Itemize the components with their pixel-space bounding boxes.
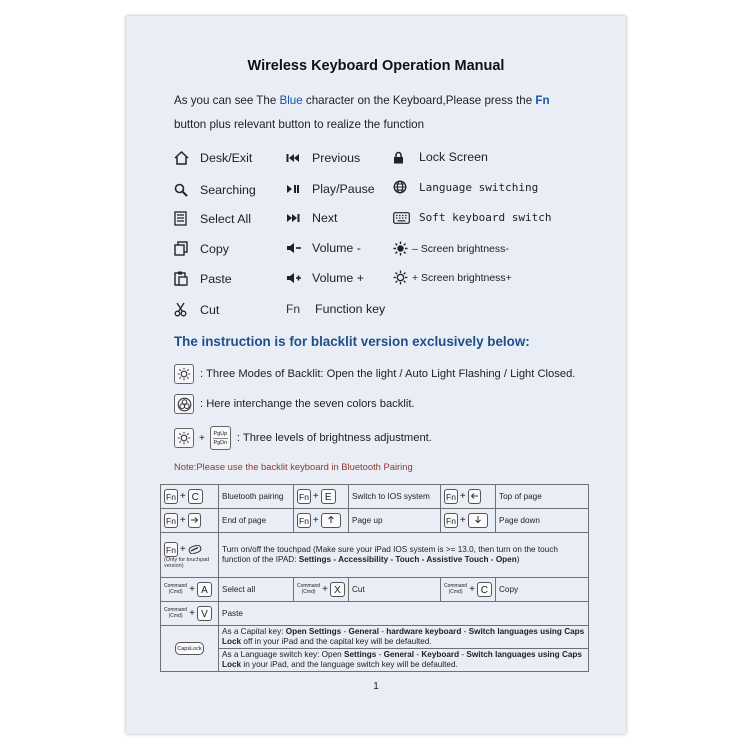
backlight-icon <box>174 364 194 384</box>
func-label: Previous <box>312 151 361 165</box>
func-label: – Screen brightness- <box>412 242 509 255</box>
page-number: 1 <box>373 681 379 692</box>
text: Command <box>164 583 188 589</box>
text: - <box>414 650 422 659</box>
text: Switch languages using Caps Lock <box>222 650 582 669</box>
brightness-low-icon <box>393 241 412 256</box>
key-combination-table <box>160 484 589 672</box>
desc-page-down: Page down <box>496 509 589 533</box>
text: As a Capital key: <box>222 627 286 636</box>
text: Assistive Touch <box>426 555 489 564</box>
text: Open Settings <box>285 627 342 636</box>
func-label: Play/Pause <box>312 182 375 196</box>
select-all-icon <box>174 211 200 226</box>
backlight-icon <box>174 428 194 448</box>
key-cell <box>161 602 219 626</box>
func-label: Desk/Exit <box>200 151 253 165</box>
command-key-label <box>164 584 187 595</box>
key-cell <box>294 578 349 602</box>
plus-sign: + <box>312 515 319 526</box>
desc-top-of-page: Top of page <box>496 485 589 509</box>
fn-key: Fn <box>164 513 178 528</box>
func-label: Volume + <box>312 271 365 285</box>
plus-sign: + <box>312 491 319 502</box>
previous-track-icon <box>286 153 312 163</box>
desc-page-up: Page up <box>349 509 441 533</box>
next-track-icon <box>286 213 312 223</box>
lock-icon <box>393 151 419 164</box>
func-language-switching <box>393 180 538 194</box>
desc-paste: Paste <box>219 602 589 626</box>
text: off in your iPad and the capital key will be defaulted. <box>241 637 432 646</box>
backlit-heading: The instruction is for blacklit version exclusively below: <box>174 334 530 349</box>
text: - <box>459 650 467 659</box>
table-row <box>161 602 589 626</box>
text: - <box>376 650 384 659</box>
x-key: X <box>330 582 345 597</box>
text: Accessibility <box>338 555 389 564</box>
func-label: Function key <box>315 302 386 316</box>
func-label: Next <box>312 211 338 225</box>
plus-sign: + <box>179 515 186 526</box>
intro-line-2: button plus relevant button to realize the function <box>174 118 425 131</box>
text: (Cmd) <box>301 588 316 595</box>
table-row <box>161 626 589 649</box>
paste-icon <box>174 271 200 286</box>
plus-sign: + <box>189 584 195 595</box>
table-row <box>161 649 589 672</box>
func-screen-brightness-down <box>393 241 509 256</box>
text: Turn on/off the touchpad (Make sure your iPad IOS system is >= 13.0, then turn on the touch function of the IPAD: <box>222 544 558 564</box>
desc-capslock-language <box>219 649 589 672</box>
desc-touchpad <box>219 533 589 578</box>
text: Touch <box>395 555 420 564</box>
fn-key: Fn <box>297 513 311 528</box>
text: - <box>488 555 496 564</box>
text: in your iPad, and the language switch key will be defaulted. <box>241 660 458 669</box>
pgup-label: PgUp <box>213 430 228 437</box>
command-key-label <box>297 584 320 595</box>
func-copy <box>174 241 229 256</box>
text: (Cmd) <box>168 588 183 595</box>
keyboard-icon <box>393 212 419 224</box>
copy-icon <box>174 241 200 256</box>
func-label: Select All <box>200 211 251 226</box>
v-key: V <box>197 606 212 621</box>
func-searching <box>174 183 256 197</box>
plus-sign: + <box>189 608 195 619</box>
backlit-modes-text: : Three Modes of Backlit: Open the light / Auto Light Flashing / Light Closed. <box>200 368 576 380</box>
color-cycle-icon <box>174 394 194 414</box>
fn-key: Fn <box>444 513 458 528</box>
text: hardware keyboard <box>386 627 462 636</box>
text: Open <box>495 555 517 564</box>
volume-up-icon <box>286 272 312 284</box>
key-cell <box>161 533 219 578</box>
func-cut <box>174 302 219 317</box>
intro-text-2: character on the Keyboard,Please press the <box>302 94 536 107</box>
func-function-key <box>286 302 385 316</box>
func-label: Volume - <box>312 241 361 255</box>
touchpad-icon <box>188 544 202 553</box>
text: - <box>388 555 396 564</box>
text: Keyboard <box>421 650 460 659</box>
pgup-pgdn-key-icon <box>210 426 231 450</box>
desc-select-all: Select all <box>219 578 294 602</box>
func-label: Lock Screen <box>419 150 488 164</box>
func-label: Searching <box>200 183 256 197</box>
text: - <box>331 555 339 564</box>
bluetooth-note: Note:Please use the backlit keyboard in Bluetooth Pairing <box>174 461 413 472</box>
desc-copy: Copy <box>496 578 589 602</box>
desc-bluetooth-pairing: Bluetooth pairing <box>219 485 294 509</box>
right-arrow-key <box>188 513 201 528</box>
plus-sign: + <box>469 584 475 595</box>
func-paste <box>174 271 232 286</box>
func-select-all <box>174 211 251 226</box>
plus-sign: + <box>459 491 466 502</box>
func-lock-screen <box>393 150 488 164</box>
play-pause-icon <box>286 184 312 194</box>
key-cell <box>161 485 219 509</box>
key-cell <box>161 626 219 672</box>
desc-switch-ios: Switch to IOS system <box>349 485 441 509</box>
intro-text: As you can see The <box>174 94 280 107</box>
backlit-colors-row <box>174 394 415 414</box>
key-cell <box>294 485 349 509</box>
table-row <box>161 578 589 602</box>
func-next <box>286 211 337 225</box>
brightness-high-icon <box>393 270 412 285</box>
plus-sign: + <box>322 584 328 595</box>
text: General <box>348 627 379 636</box>
intro-blue-word: Blue <box>279 94 303 107</box>
func-play-pause <box>286 182 375 196</box>
fn-key: Fn <box>164 542 178 557</box>
text: ) <box>516 555 520 564</box>
key-cell <box>294 509 349 533</box>
plus-sign: + <box>199 432 205 444</box>
key-cell <box>441 578 496 602</box>
func-label: Copy <box>200 241 229 256</box>
plus-sign: + <box>179 543 186 555</box>
func-screen-brightness-up <box>393 270 512 285</box>
intro-line-1 <box>174 94 550 107</box>
desc-end-of-page: End of page <box>219 509 294 533</box>
text: General <box>383 650 415 659</box>
desc-cut: Cut <box>349 578 441 602</box>
intro-fn-word: Fn <box>535 94 550 107</box>
pgdn-label: PgDn <box>213 439 228 446</box>
command-key-label <box>164 608 187 619</box>
text: Command <box>444 583 468 589</box>
text: Command <box>297 583 321 589</box>
func-previous <box>286 151 360 165</box>
c-key: C <box>477 582 492 597</box>
backlit-colors-text: : Here interchange the seven colors backlit. <box>200 398 415 410</box>
func-volume-up <box>286 271 364 285</box>
func-desk-exit <box>174 151 252 165</box>
manual-page <box>126 16 626 734</box>
func-soft-keyboard-switch <box>393 211 551 224</box>
fn-key: Fn <box>444 489 458 504</box>
text: - <box>341 627 349 636</box>
text: (Cmd) <box>168 612 183 619</box>
text: Switch languages using Caps Lock <box>222 627 585 646</box>
search-icon <box>174 183 200 197</box>
func-label: Soft keyboard switch <box>419 211 552 224</box>
c-key: C <box>188 489 203 504</box>
left-arrow-key <box>468 489 481 504</box>
text: - <box>461 627 469 636</box>
key-cell <box>441 485 496 509</box>
backlit-modes-row <box>174 364 575 384</box>
text: (Cmd) <box>448 588 463 595</box>
scissors-icon <box>174 302 200 317</box>
globe-icon <box>393 180 419 194</box>
volume-down-icon <box>286 242 312 254</box>
manual-title: Wireless Keyboard Operation Manual <box>247 58 505 74</box>
fn-key: Fn <box>297 489 311 504</box>
func-label: Paste <box>200 271 232 286</box>
desc-capslock-capital <box>219 626 589 649</box>
home-icon <box>174 151 200 165</box>
plus-sign: + <box>459 515 466 526</box>
e-key: E <box>321 489 336 504</box>
text: Command <box>164 607 188 613</box>
table-row <box>161 533 589 578</box>
up-arrow-key <box>321 513 341 528</box>
func-label: Language switching <box>419 180 539 194</box>
plus-sign: + <box>179 491 186 502</box>
text: Settings <box>343 650 377 659</box>
capslock-key: CapsLock <box>175 642 203 655</box>
backlit-levels-text: : Three levels of brightness adjustment. <box>236 432 432 444</box>
table-row <box>161 509 589 533</box>
command-key-label <box>444 584 467 595</box>
down-arrow-key <box>468 513 488 528</box>
func-label: Cut <box>200 302 220 317</box>
text: - <box>419 555 427 564</box>
func-label: + Screen brightness+ <box>412 271 512 284</box>
func-volume-down <box>286 241 361 255</box>
text: Settings <box>298 555 332 564</box>
touchpad-version-note: (Only for touchpad version) <box>164 556 210 569</box>
table-row <box>161 485 589 509</box>
fn-key-label: Fn <box>286 302 301 316</box>
backlit-levels-row <box>174 426 432 450</box>
fn-key: Fn <box>164 489 178 504</box>
key-cell <box>441 509 496 533</box>
text: As a Language switch key: Open <box>222 650 344 659</box>
a-key: A <box>197 582 212 597</box>
key-cell <box>161 509 219 533</box>
key-cell <box>161 578 219 602</box>
text: - <box>379 627 387 636</box>
